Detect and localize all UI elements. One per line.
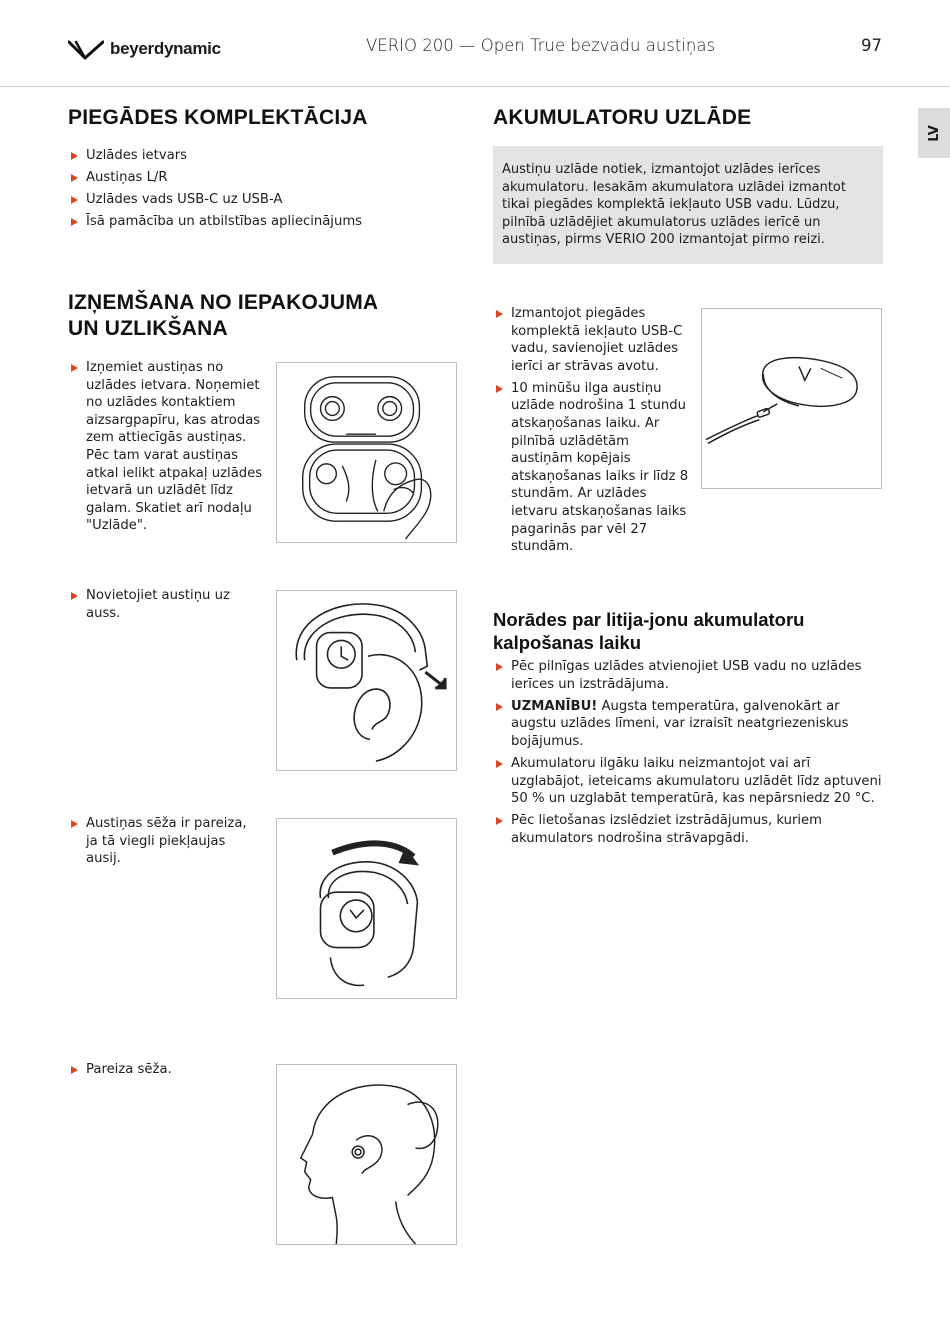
unpack-heading [68,290,378,342]
charging-heading: AKUMULATORU UZLĀDE [493,106,752,129]
list-item: Īsā pamācība un atbilstības apliecinājums [68,213,448,231]
open-case-illustration [276,362,457,543]
list-item: 10 minūšu ilga austiņu uzlāde nodrošina 1 stundu atskaņošanas laiku. Ar pilnībā uzlādētām austiņām kopējais atskaņošanas laiks ir līdz 8 stundām. Ar uzlādes ietvaru atskaņošanas laiks pagarinās par vēl 27 stundām. [493,380,693,556]
document-title: VERIO 200 — Open True bezvadu austiņas [366,36,716,55]
battery-heading [493,608,804,654]
beyerdynamic-logo-icon [68,36,104,62]
language-label: LV [926,124,942,142]
list-item: Izmantojot piegādes komplektā iekļauto USB-C vadu, savienojiet uzlādes ierīci ar strāvas avotu. [493,305,693,375]
charging-note: Austiņu uzlāde notiek, izmantojot uzlādes ierīces akumulatoru. Iesakām akumulatora uzlādei izmantot tikai piegādes komplektā iekļauto USB vadu. Lūdzu, pilnībā uzlādējiet akumulatorus uzlādes ierīcē un austiņas, pirms VERIO 200 izmantojat pirmo reizi. [493,146,883,264]
warning-label: UZMANĪBU! [511,698,598,714]
charging-list [493,305,693,560]
unpack-step-1 [68,359,270,535]
list-item: Pēc pilnīgas uzlādes atvienojiet USB vadu no uzlādes ierīces un izstrādājuma. [493,658,885,693]
unpack-step-2 [68,587,248,622]
list-item: Izņemiet austiņas no uzlādes ietvara. Noņemiet no uzlādes kontaktiem aizsargpapīru, kas atrodas zem attiecīgās austiņas. Pēc tam varat austiņas atkal ielikt atpakaļ uzlādes ietvarā un uzlādēt līdz galam. Skatiet arī nodaļu "Uzlāde". [68,359,270,535]
list-item: Uzlādes vads USB-C uz USB-A [68,191,448,209]
list-item: Pēc lietošanas izslēdziet izstrādājumus, kuriem akumulators nodrošina strāvapgādi. [493,812,885,847]
list-item-warning [493,698,885,751]
battery-heading-line2: kalpošanas laiku [493,632,642,653]
list-item: Austiņas sēža ir pareiza, ja tā viegli piekļaujas ausij. [68,815,258,868]
charging-case-cable-illustration [701,308,882,489]
earbud-on-ear-illustration [276,590,457,771]
page-number: 97 [861,36,882,55]
brand-name: beyerdynamic [110,39,221,58]
delivery-list [68,147,448,235]
correct-fit-head-illustration [276,1064,457,1245]
list-item: Novietojiet austiņu uz auss. [68,587,248,622]
unpack-step-4 [68,1061,248,1079]
warning-text: Augsta temperatūra, galvenokārt ar augstu uzlādes līmeni, var izraisīt neatgriezeniskus bojājumus. [511,698,849,749]
brand-logo [68,36,221,62]
delivery-heading: PIEGĀDES KOMPLEKTĀCIJA [68,106,368,129]
page-header [0,0,950,87]
list-item: Akumulatoru ilgāku laiku neizmantojot vai arī uzglabājot, ieteicams akumulatoru uzlādēt līdz aptuveni 50 % un uzglabāt temperatūrā, kas nepārsniedz 20 °C. [493,755,885,808]
list-item: Pareiza sēža. [68,1061,248,1079]
unpack-step-3 [68,815,258,868]
language-tab [918,108,950,158]
earbud-fit-illustration [276,818,457,999]
battery-list [493,658,885,852]
unpack-heading-line2: UN UZLIKŠANA [68,317,228,340]
list-item: Uzlādes ietvars [68,147,448,165]
unpack-heading-line1: IZŅEMŠANA NO IEPAKOJUMA [68,291,379,314]
list-item: Austiņas L/R [68,169,448,187]
battery-heading-line1: Norādes par litija-jonu akumulatoru [493,609,805,630]
